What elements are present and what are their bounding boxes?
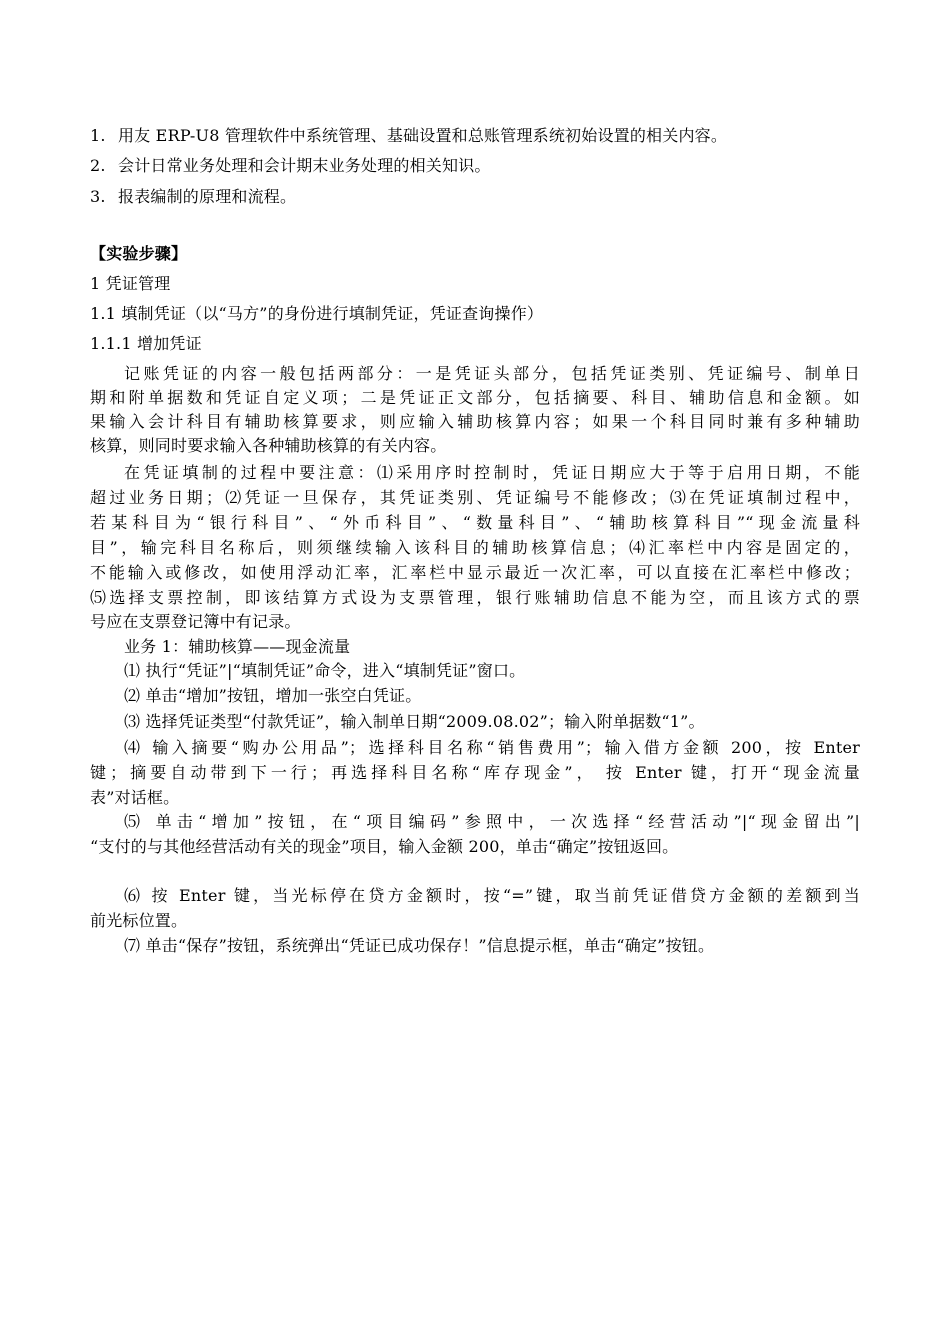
paragraph-1-line: 记账凭证的内容一般包括两部分：一是凭证头部分，包括凭证类别、凭证编号、制单日 [124,364,860,383]
list-text: 报表编制的原理和流程。 [118,187,297,206]
list-number: 3. [90,187,106,206]
business-title: 业务 1：辅助核算——现金流量 [124,637,351,656]
step-6-line: ⑹ 按 Enter 键，当光标停在贷方金额时，按“=”键，取当前凭证借贷方金额的差额到当 [124,886,860,905]
step-5-line: ⑸ 单击“增加”按钮，在“项目编码”参照中，一次选择“经营活动”|“现金留出”| [124,812,860,831]
step-4-line: 键；摘要自动带到下一行；再选择科目名称“库存现金”， 按 Enter 键，打开“现金流量 [90,763,860,782]
step-1: ⑴ 执行“凭证”|“填制凭证”命令，进入“填制凭证”窗口。 [124,661,526,680]
paragraph-1-line: 期和附单据数和凭证自定义项；二是凭证正文部分，包括摘要、科目、辅助信息和金额。如 [90,388,860,407]
step-2: ⑵ 单击“增加”按钮，增加一张空白凭证。 [124,686,422,705]
list-item-1 [90,126,727,146]
paragraph-2-line: 号应在支票登记簿中有记录。 [90,612,301,631]
paragraph-2-line: ⑸选择支票控制，即该结算方式设为支票管理，银行账辅助信息不能为空，而且该方式的票 [90,588,860,607]
paragraph-1-line: 核算，则同时要求输入各种辅助核算的有关内容。 [90,436,447,455]
paragraph-2-line: 在凭证填制的过程中要注意：⑴采用序时控制时，凭证日期应大于等于启用日期，不能 [124,463,860,482]
heading-level-2: 1.1 填制凭证（以“马方”的身份进行填制凭证，凭证查询操作） [90,304,544,323]
step-4-line: 表”对话框。 [90,788,180,807]
list-text: 用友 ERP-U8 管理软件中系统管理、基础设置和总账管理系统初始设置的相关内容。 [118,126,728,145]
step-4-line: ⑷ 输入摘要“购办公用品”；选择科目名称“销售费用”；输入借方金额 200，按 Enter [124,738,860,757]
step-5-line: “支付的与其他经营活动有关的现金”项目，输入金额 200，单击“确定”按钮返回。 [90,837,679,856]
list-number: 1. [90,126,106,145]
step-3: ⑶ 选择凭证类型“付款凭证”，输入制单日期“2009.08.02”；输入附单据数“1”。 [124,712,705,731]
list-item-2 [90,156,491,176]
list-item-3 [90,187,296,207]
step-7: ⑺ 单击“保存”按钮，系统弹出“凭证已成功保存！”信息提示框，单击“确定”按钮。 [124,936,715,955]
step-6-line: 前光标位置。 [90,911,188,930]
list-number: 2. [90,156,106,175]
paragraph-2-line: 若某科目为“银行科目”、“外币科目”、“数量科目”、“辅助核算科目”“现金流量科 [90,513,860,532]
paragraph-1-line: 果输入会计科目有辅助核算要求，则应输入辅助核算内容；如果一个科目同时兼有多种辅助 [90,412,860,431]
paragraph-2-line: 超过业务日期；⑵凭证一旦保存，其凭证类别、凭证编号不能修改；⑶在凭证填制过程中， [90,488,860,507]
heading-level-3: 1.1.1 增加凭证 [90,334,202,353]
section-heading: 【实验步骤】 [90,244,188,263]
heading-level-1: 1 凭证管理 [90,274,171,293]
list-text: 会计日常业务处理和会计期末业务处理的相关知识。 [118,156,491,175]
paragraph-2-line: 目”，输完科目名称后，则须继续输入该科目的辅助核算信息；⑷汇率栏中内容是固定的， [90,538,860,557]
paragraph-2-line: 不能输入或修改，如使用浮动汇率，汇率栏中显示最近一次汇率，可以直接在汇率栏中修改； [90,563,860,582]
